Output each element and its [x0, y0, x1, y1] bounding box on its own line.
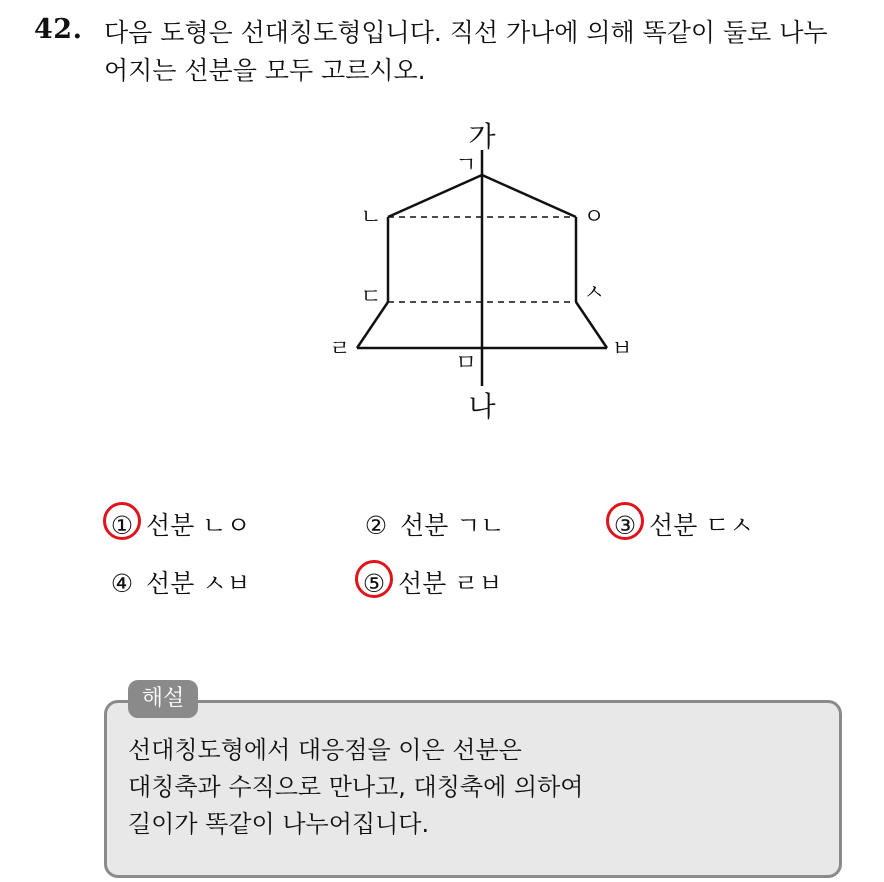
explanation-line-3: 길이가 똑같이 나누어집니다. [128, 810, 430, 838]
question-line-2: 어지는 선분을 모두 고르시오. [104, 56, 426, 85]
question-number: 42. [34, 14, 83, 45]
choice-4-text: 선분 ㅅㅂ [145, 569, 251, 598]
vertex-label-s: ㅅ [583, 281, 605, 306]
choice-4-number: ④ [110, 569, 134, 598]
explanation-line-2: 대칭축과 수직으로 만나고, 대칭축에 의하여 [128, 773, 584, 801]
vertex-label-r: ㄹ [329, 337, 351, 362]
choice-5-text: 선분 ㄹㅂ [397, 569, 503, 598]
vertex-label-g: ㄱ [455, 153, 477, 178]
choice-2[interactable] [360, 506, 505, 542]
vertex-label-o: ㅇ [583, 205, 605, 230]
explanation-text [128, 732, 828, 843]
choice-5-number: ⑤ [362, 569, 386, 598]
choice-5[interactable] [358, 564, 503, 600]
choice-1-number: ① [110, 511, 134, 540]
explanation-tag: 해설 [128, 680, 198, 718]
choice-3[interactable] [609, 506, 754, 542]
segment-g-n [388, 175, 482, 217]
vertex-label-n: ㄴ [360, 205, 382, 230]
choice-3-text: 선분 ㄷㅅ [648, 511, 754, 540]
choice-1-text: 선분 ㄴㅇ [145, 511, 251, 540]
choice-2-text: 선분 ㄱㄴ [399, 511, 505, 540]
axis-top-label: 가 [468, 120, 496, 153]
choice-2-number: ② [364, 511, 388, 540]
vertex-label-b: ㅂ [611, 337, 633, 362]
choice-3-number: ③ [613, 511, 637, 540]
choice-4[interactable] [106, 564, 251, 600]
segment-g-o [482, 175, 576, 217]
choice-1[interactable] [106, 506, 251, 542]
vertex-label-m: ㅁ [455, 351, 477, 376]
explanation-line-1: 선대칭도형에서 대응점을 이은 선분은 [128, 736, 522, 764]
vertex-label-d: ㄷ [360, 285, 382, 310]
question-line-1: 다음 도형은 선대칭도형입니다. 직선 가나에 의해 똑같이 둘로 나누 [104, 18, 828, 47]
segment-s-b [576, 302, 607, 348]
axis-bottom-label: 나 [468, 390, 496, 423]
